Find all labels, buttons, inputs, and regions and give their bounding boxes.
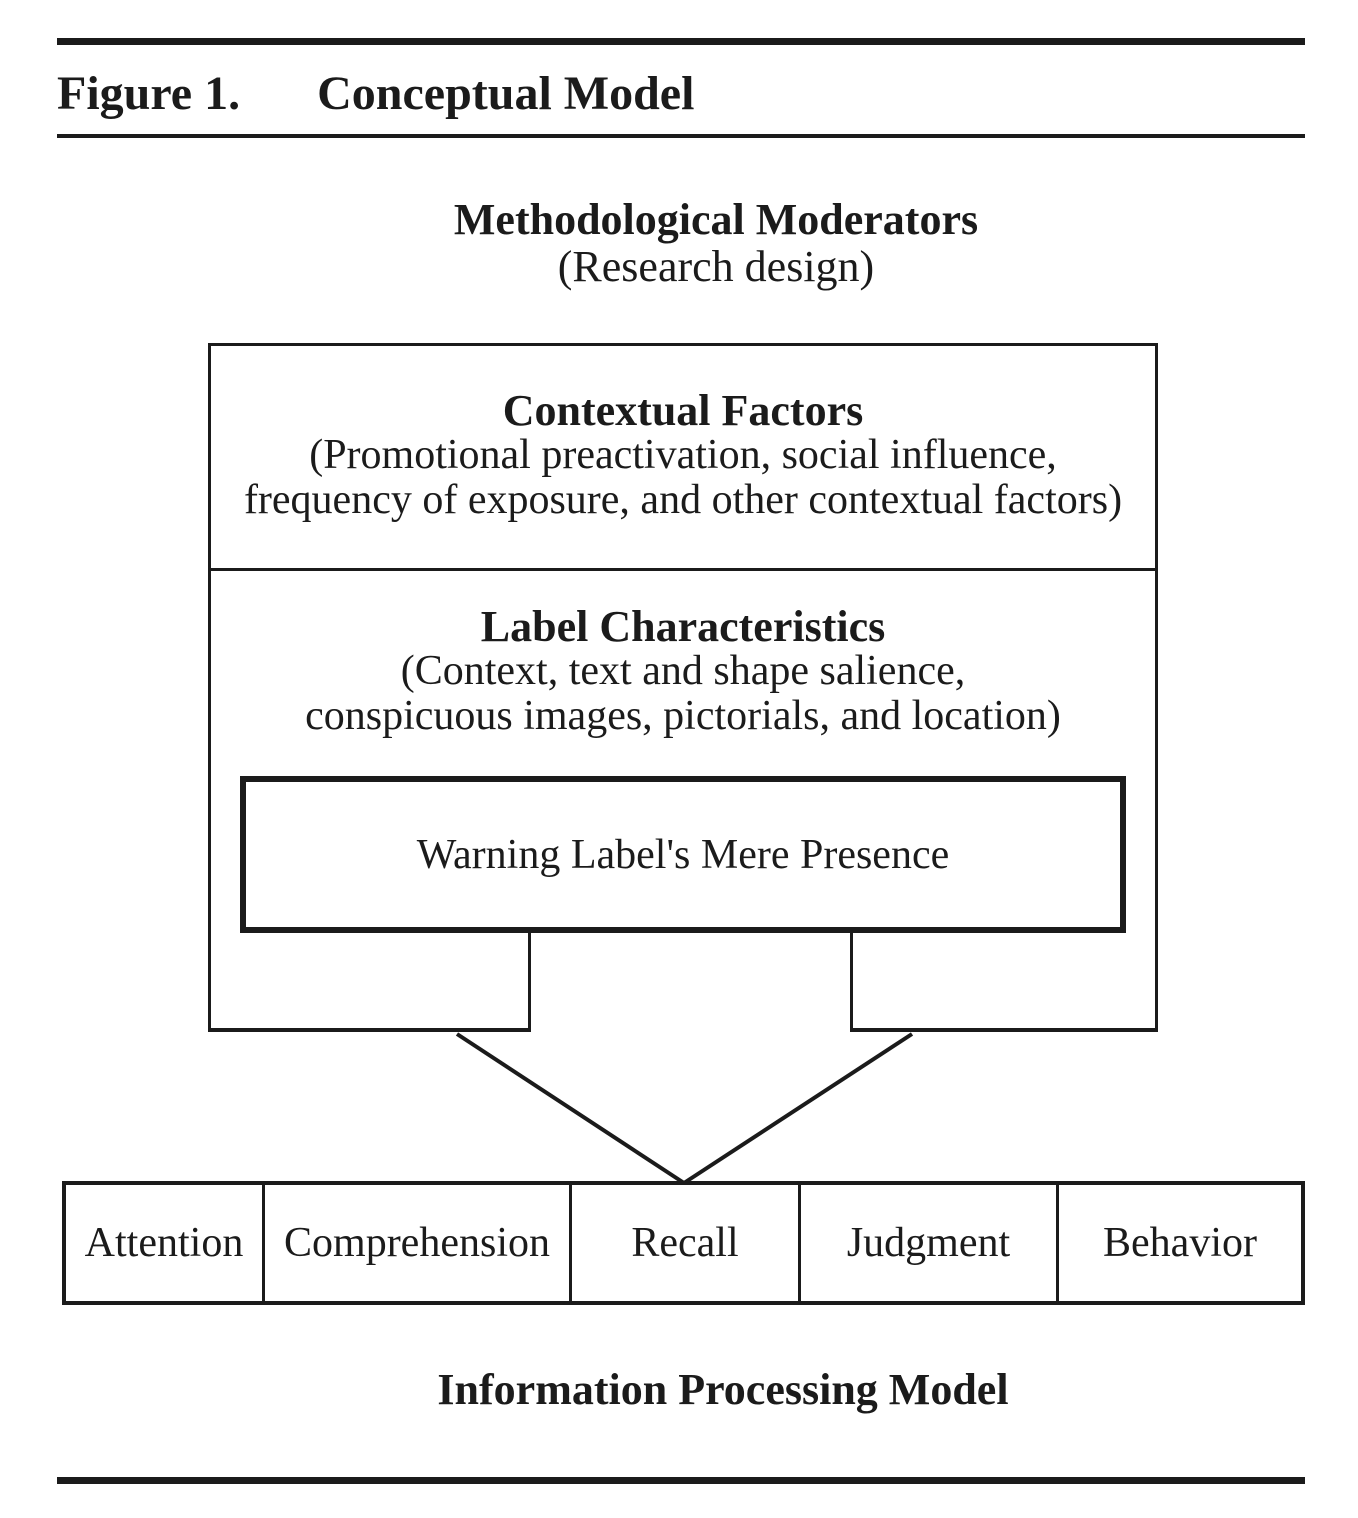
- stage-cell-recall: [569, 1185, 798, 1301]
- outer-box-bottom-edge-left: [208, 1028, 531, 1032]
- contextual-factors-title: Contextual Factors: [502, 386, 864, 435]
- funnel-left-diagonal-line: [457, 1034, 684, 1183]
- stage-label: Judgment: [846, 1220, 1011, 1266]
- figure-label: Figure 1.: [57, 67, 241, 120]
- bottom-rule: [57, 1477, 1305, 1484]
- information-processing-model-heading: [44, 1366, 1358, 1413]
- label-characteristics-desc-line1: (Context, text and shape salience,: [400, 648, 966, 694]
- stage-label: Behavior: [1103, 1220, 1257, 1266]
- moderators-subtitle: (Research design): [557, 242, 875, 291]
- label-characteristics-block: [214, 604, 1152, 739]
- funnel-left-vertical: [528, 930, 531, 1032]
- funnel-right-vertical: [850, 930, 853, 1032]
- contextual-factors-desc-line1: (Promotional preactivation, social influence,: [309, 432, 1057, 478]
- figure-title: Conceptual Model: [317, 67, 695, 120]
- stage-cell-comprehension: [262, 1185, 569, 1301]
- stage-cell-judgment: [798, 1185, 1056, 1301]
- stage-cell-behavior: [1056, 1185, 1301, 1301]
- label-characteristics-title: Label Characteristics: [480, 602, 886, 651]
- contextual-factors-desc-line2: frequency of exposure, and other contextual factors): [243, 477, 1123, 523]
- funnel-right-diagonal-line: [684, 1034, 912, 1183]
- stage-label: Recall: [631, 1220, 739, 1266]
- moderators-title: Methodological Moderators: [453, 195, 979, 244]
- stage-label: Comprehension: [284, 1220, 550, 1266]
- stage-label: Attention: [84, 1220, 244, 1266]
- caption-divider-rule: [57, 134, 1305, 138]
- warning-label-text: Warning Label's Mere Presence: [416, 831, 950, 878]
- figure-caption: [57, 66, 694, 122]
- contextual-factors-block: [214, 388, 1152, 523]
- outer-box-bottom-edge-right: [850, 1028, 1158, 1032]
- moderators-heading-block: [37, 196, 1358, 290]
- warning-label-box: [240, 776, 1126, 933]
- label-characteristics-desc-line2: conspicuous images, pictorials, and location): [305, 693, 1061, 739]
- stage-cell-attention: [66, 1185, 262, 1301]
- stage-row: [62, 1181, 1305, 1305]
- footer-title-text: Information Processing Model: [437, 1365, 1009, 1414]
- section-divider-line: [208, 568, 1158, 571]
- top-rule: [57, 38, 1305, 45]
